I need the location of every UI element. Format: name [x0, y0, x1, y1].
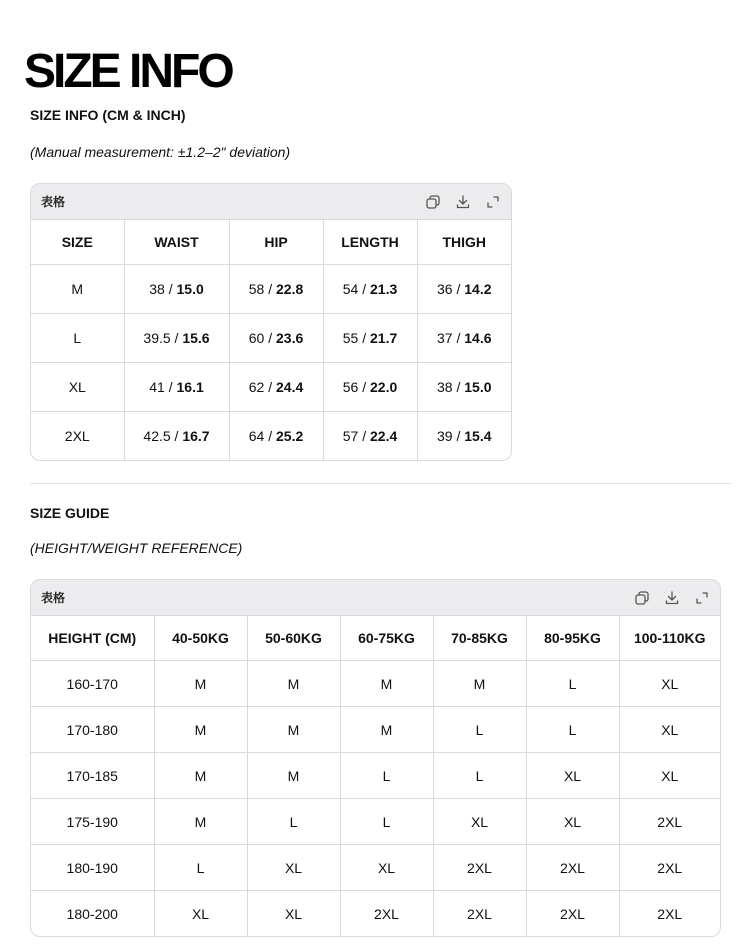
copy-icon[interactable] [634, 590, 650, 606]
size-cell: L [433, 753, 526, 799]
size-cell: L [340, 799, 433, 845]
size-cell: XL [247, 845, 340, 891]
height-cell: 170-180 [31, 707, 154, 753]
cm-value: 58 / [248, 281, 276, 297]
table-row [31, 314, 511, 363]
size-cell: M [154, 799, 247, 845]
size-cell: M [154, 661, 247, 707]
size-cell: 2XL [526, 845, 619, 891]
size-cell: XL [619, 753, 720, 799]
inch-value: 25.2 [276, 428, 304, 444]
size-info-note: (Manual measurement: ±1.2–2" deviation) [30, 144, 291, 160]
measurement-cell [323, 265, 417, 314]
table-row [31, 799, 720, 845]
column-header: SIZE [31, 220, 124, 265]
size-cell: XL [619, 661, 720, 707]
inch-value: 21.7 [370, 330, 398, 346]
size-guide-note: (HEIGHT/WEIGHT REFERENCE) [30, 540, 243, 556]
size-cell: M [340, 661, 433, 707]
inch-value: 21.3 [370, 281, 398, 297]
inch-value: 22.0 [370, 379, 398, 395]
cm-value: 41 / [149, 379, 177, 395]
size-info-heading: SIZE INFO (CM & INCH) [30, 107, 186, 123]
table-label: 表格 [41, 591, 66, 605]
size-cell: L [526, 707, 619, 753]
measurement-cell [417, 314, 511, 363]
size-cell: XL [526, 799, 619, 845]
height-cell: 160-170 [31, 661, 154, 707]
size-guide-table [31, 616, 720, 936]
cm-value: 42.5 / [143, 428, 183, 444]
table-label: 表格 [41, 195, 66, 209]
cm-value: 36 / [437, 281, 465, 297]
table-row [31, 845, 720, 891]
size-guide-heading: SIZE GUIDE [30, 505, 110, 521]
size-cell: XL [433, 799, 526, 845]
column-header: 50-60KG [247, 616, 340, 661]
table-row [31, 753, 720, 799]
size-cell: M [154, 753, 247, 799]
column-header: 80-95KG [526, 616, 619, 661]
cm-value: 55 / [342, 330, 370, 346]
size-cell: XL [154, 891, 247, 937]
cm-value: 57 / [342, 428, 370, 444]
size-info-card-header [31, 184, 511, 220]
table-row [31, 363, 511, 412]
size-cell: M [247, 707, 340, 753]
column-header: THIGH [417, 220, 511, 265]
size-cell: 2XL [526, 891, 619, 937]
inch-value: 15.4 [464, 428, 492, 444]
measurement-cell [124, 363, 229, 412]
size-cell: 2XL [31, 412, 124, 461]
copy-icon[interactable] [425, 194, 441, 210]
inch-value: 16.7 [182, 428, 210, 444]
size-cell: XL [31, 363, 124, 412]
inch-value: 23.6 [276, 330, 304, 346]
cm-value: 38 / [149, 281, 177, 297]
expand-icon[interactable] [485, 194, 501, 210]
table-row [31, 661, 720, 707]
size-cell: XL [340, 845, 433, 891]
size-cell: 2XL [340, 891, 433, 937]
size-cell: M [433, 661, 526, 707]
column-header: 40-50KG [154, 616, 247, 661]
size-guide-card [30, 579, 721, 937]
size-guide-card-header [31, 580, 720, 616]
height-cell: 180-200 [31, 891, 154, 937]
height-cell: 170-185 [31, 753, 154, 799]
size-cell: 2XL [657, 905, 683, 922]
inch-value: 14.6 [464, 330, 492, 346]
height-cell: 180-190 [31, 845, 154, 891]
size-cell: M [247, 661, 340, 707]
size-cell: 2XL [433, 891, 526, 937]
column-header: HIP [229, 220, 323, 265]
inch-value: 16.1 [176, 379, 204, 395]
download-icon[interactable] [664, 590, 680, 606]
size-cell: M [340, 707, 433, 753]
cm-value: 37 / [437, 330, 465, 346]
measurement-cell [323, 412, 417, 461]
measurement-cell [124, 412, 229, 461]
measurement-cell [417, 363, 511, 412]
size-info-table [31, 220, 511, 460]
cm-value: 64 / [248, 428, 276, 444]
cm-value: 39.5 / [143, 330, 183, 346]
inch-value: 22.8 [276, 281, 304, 297]
inch-value: 15.6 [182, 330, 210, 346]
height-cell: 175-190 [31, 799, 154, 845]
size-cell: M [154, 707, 247, 753]
measurement-cell [229, 314, 323, 363]
cm-value: 38 / [437, 379, 465, 395]
size-cell: 2XL [619, 845, 720, 891]
cm-value: 54 / [342, 281, 370, 297]
size-cell: L [433, 707, 526, 753]
measurement-cell [124, 265, 229, 314]
measurement-cell [124, 314, 229, 363]
measurement-cell [323, 314, 417, 363]
measurement-cell [323, 363, 417, 412]
size-cell: L [526, 661, 619, 707]
table-row [31, 412, 511, 461]
expand-icon[interactable] [694, 590, 710, 606]
cm-value: 39 / [437, 428, 465, 444]
size-cell: M [247, 753, 340, 799]
table-header-row [31, 220, 511, 265]
size-cell: XL [526, 753, 619, 799]
column-header: HEIGHT (CM) [31, 616, 154, 661]
cm-value: 62 / [248, 379, 276, 395]
size-cell: 2XL [619, 799, 720, 845]
size-cell: L [247, 799, 340, 845]
column-header: LENGTH [323, 220, 417, 265]
table-row [31, 707, 720, 753]
inch-value: 15.0 [176, 281, 204, 297]
measurement-cell [417, 265, 511, 314]
table-row [31, 891, 720, 937]
size-cell: L [31, 314, 124, 363]
download-icon[interactable] [455, 194, 471, 210]
section-divider [30, 483, 732, 484]
measurement-cell [417, 412, 511, 461]
size-cell: L [340, 753, 433, 799]
measurement-cell [229, 265, 323, 314]
measurement-cell [229, 363, 323, 412]
column-header: 70-85KG [433, 616, 526, 661]
table-row [31, 265, 511, 314]
cm-value: 60 / [248, 330, 276, 346]
column-header: 60-75KG [340, 616, 433, 661]
measurement-cell [229, 412, 323, 461]
size-cell: XL [619, 707, 720, 753]
column-header: 100-110KG [619, 616, 720, 661]
table-header-row [31, 616, 720, 661]
cm-value: 56 / [342, 379, 370, 395]
size-info-card [30, 183, 512, 461]
size-cell: XL [247, 891, 340, 937]
size-cell: L [154, 845, 247, 891]
page-title: SIZE INFO [24, 45, 232, 98]
size-cell: M [31, 265, 124, 314]
column-header: WAIST [124, 220, 229, 265]
size-cell: 2XL [433, 845, 526, 891]
inch-value: 24.4 [276, 379, 304, 395]
inch-value: 14.2 [464, 281, 492, 297]
inch-value: 15.0 [464, 379, 492, 395]
inch-value: 22.4 [370, 428, 398, 444]
